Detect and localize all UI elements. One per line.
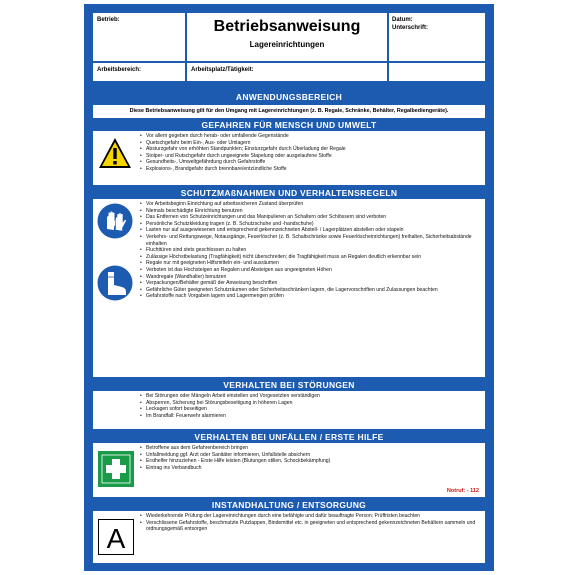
list-item: • Bei Störungen oder Mängeln Arbeit einstellen und Vorgesetzten verständigen — [140, 393, 482, 400]
list-item: • Vor allem gegeben durch herab- oder umfallende Gegenstände — [140, 133, 482, 140]
list-item: • Fluchttüren sind stets geschlossen zu halten — [140, 247, 482, 254]
arbeitsplatz-label: Arbeitsplatz/Tätigkeit: — [191, 67, 254, 73]
warning-triangle-icon — [98, 137, 132, 169]
list-item: • Vor Arbeitsbeginn Einrichtung auf arbeitssicheren Zustand überprüfen — [140, 201, 482, 208]
section-instand — [93, 511, 485, 563]
list-item: • Absturzgefahr von erhöhten Standpunkten; Einsturzgefahr durch Überladung der Regale — [140, 146, 482, 153]
page-title: Betriebsanweisung — [213, 18, 361, 35]
section-unfall — [93, 443, 485, 497]
instand-list — [140, 513, 482, 533]
list-item: • Quetschgefahr beim Ein-, Aus- oder Umlagern — [140, 140, 482, 147]
list-item: • Zulässige Höchstbelastung (Tragfähigkeit) nicht überschreiten; die Tragfähigkeit muss an Regalen deutlich erkennbar sein — [140, 254, 482, 261]
safety-boots-icon — [97, 265, 133, 301]
list-item: • Stolper- und Rutschgefahr durch ungeeignete Stapelung oder ausgelaufene Stoffe — [140, 153, 482, 160]
unterschrift-label: Unterschrift: — [392, 25, 429, 31]
header-divider — [185, 13, 187, 63]
list-item: • Leckagen sofort beseitigen — [140, 406, 482, 413]
section-gefahren — [93, 131, 485, 185]
header-divider — [93, 61, 485, 63]
svg-text:A: A — [106, 523, 126, 554]
page-subtitle: Lagereinrichtungen — [249, 40, 325, 49]
list-item: • Ersthelfer hinzuziehen - Erste Hilfe leisten (Blutungen stillen, Schockbekämpfung) — [140, 458, 482, 465]
section-title-schutz: SCHUTZMAßNAHMEN UND VERHALTENSREGELN — [93, 187, 485, 199]
list-item: • Persönliche Schutzkleidung tragen (z. B. Schutzschuhe und -handschuhe) — [140, 221, 482, 228]
sheet-inner — [93, 13, 485, 563]
list-item: • Explosions-, Brandgefahr durch brennbare/entzündliche Stoffe — [140, 166, 482, 173]
arbeitsbereich-label: Arbeitsbereich: — [97, 67, 142, 73]
betrieb-label: Betrieb: — [97, 17, 120, 23]
list-item: • Lasten nur auf ausgewiesenen und entsprechend gekennzeichneten Abstell- / Lagerplätzen abstellen oder stapeln — [140, 227, 482, 234]
list-item: • Betroffene aus dem Gefahrenbereich bringen — [140, 445, 482, 452]
list-item: • Das Entfernen von Schutzeinrichtungen und das Manipulieren an Schaltern oder Schlössern sind verboten — [140, 214, 482, 221]
schutz-list — [140, 201, 482, 300]
section-title-unfall: VERHALTEN BEI UNFÄLLEN / ERSTE HILFE — [93, 431, 485, 443]
stoerung-list — [140, 393, 482, 419]
list-item: • Gefahrstoffe nach Vorgaben lagern und Lagermengen prüfen — [140, 293, 482, 300]
gloves-icon — [97, 203, 133, 239]
icon-column — [93, 199, 137, 377]
list-item: • Absperren, Sicherung bei Störungsbeseitigung in höheren Lagen — [140, 400, 482, 407]
section-title-instand: INSTANDHALTUNG / ENTSORGUNG — [93, 499, 485, 511]
list-item: • Unfallmeldung ggf. Arzt oder Sanitäter informieren, Unfallstelle absichern — [140, 452, 482, 459]
list-item: • Im Brandfall: Feuerwehr alarmieren — [140, 413, 482, 420]
icon-column — [93, 131, 137, 185]
list-item: • Verpackungen/Behälter gemäß der Anweisung beschriften — [140, 280, 482, 287]
list-item: • Verschlissene Gefahrstoffe, beschmutzte Putzlappen, Bindemittel etc. in geeigneten und entsprechend gekennzeichneten Behältern sammeln und ordnungsgemäß entsorgen — [140, 520, 482, 533]
section-title-anwendung: ANWENDUNGSBEREICH — [93, 91, 485, 103]
datum-label: Datum: — [392, 17, 413, 23]
notruf-number: Notruf: - 112 — [446, 488, 479, 494]
list-item: • Verboten ist das Hochsteigen an Regalen und Absteigen aus ungeeigneten Höhen — [140, 267, 482, 274]
section-schutz — [93, 199, 485, 377]
instruction-sheet — [84, 4, 494, 571]
list-item: • Wiederkehrende Prüfung der Lagereinrichtungen durch eine befähigte und dafür beauftragte Person; Prüffristen beachten — [140, 513, 482, 520]
section-title-gefahren: GEFAHREN FÜR MENSCH UND UMWELT — [93, 119, 485, 131]
header-divider — [387, 13, 389, 81]
header-divider — [185, 63, 187, 81]
section-stoerung — [93, 391, 485, 429]
header-block — [93, 13, 485, 81]
icon-column — [93, 443, 137, 497]
list-item: • Verkehrs- und Rettungswege, Notausgänge, Feuerlöscher (z. B. Schaltschränke sowie Feuerlöscheinrichtungen) freihalten, Sicherheitsabstände einhalten — [140, 234, 482, 247]
list-item: • Gefährliche Güter geeigneten Schutzräumen oder Sicherheitsschränken lagern, die Lagervorschriften und Zulassungen beachten — [140, 287, 482, 294]
unfall-list — [140, 445, 482, 471]
scope-text: Diese Betriebsanweisung gilt für den Umgang mit Lagereinrichtungen (z. B. Regale, Schränke, Behälter, Regalbediengeräte). — [93, 105, 485, 118]
list-item: • Gesundheits-, Umweltgefährdung durch Gefahrstoffe — [140, 159, 482, 166]
gefahren-list — [140, 133, 482, 173]
list-item: • Wandregale (Wandhalter) benutzen — [140, 274, 482, 281]
list-item: • Niemals beschädigte Einrichtung benutzen — [140, 208, 482, 215]
icon-column — [93, 511, 137, 563]
list-item: • Regale nur mit geeigneten Hilfsmitteln ein- und ausräumen — [140, 260, 482, 267]
first-aid-icon — [98, 451, 134, 487]
list-item: • Eintrag ins Verbandbuch — [140, 465, 482, 472]
letter-a-icon — [98, 519, 134, 555]
section-title-stoerung: VERHALTEN BEI STÖRUNGEN — [93, 379, 485, 391]
